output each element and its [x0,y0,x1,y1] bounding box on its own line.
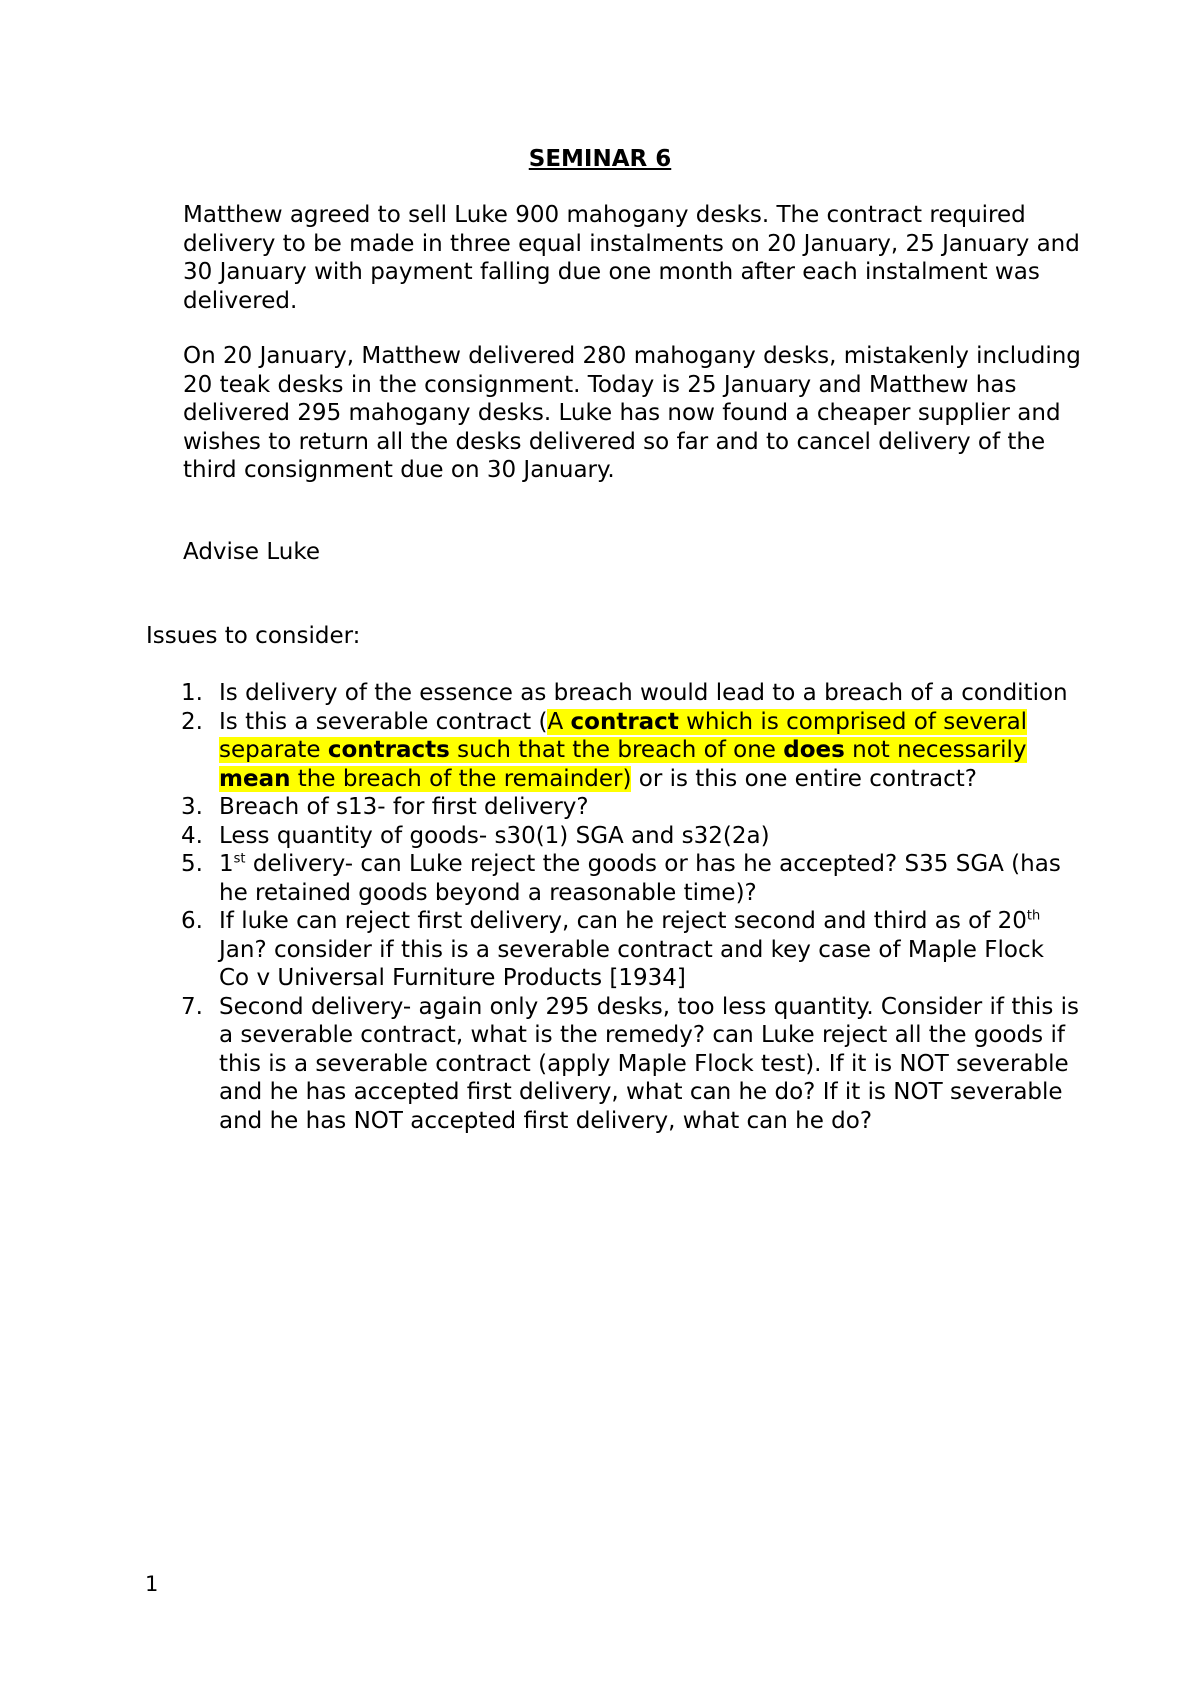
highlight-text: such that the breach of one [449,737,784,763]
page-title: SEMINAR 6 [528,146,672,172]
issue-item-4 [0,822,1079,851]
page-number: 1 [145,1572,159,1596]
highlight-text: not necessarily [844,737,1027,763]
issue-item-5 [0,850,1079,907]
issue-number: 1. [181,680,203,706]
highlight-text: the breach of the remainder) [290,765,632,792]
issue-number: 4. [181,822,203,849]
issue-item-3 [0,793,1079,822]
issue-text-pre: 1 [219,851,234,877]
issues-heading: Issues to consider: [146,623,361,649]
bold-term: does [783,737,845,763]
issue-text-post: delivery- can Luke reject the goods or has he accepted? S35 SGA (has he retained goods beyond a reasonable time)? [219,851,1061,906]
issue-text-post: or is this one entire contract? [631,765,977,792]
ordinal-suffix: th [1026,908,1041,924]
ordinal-suffix: st [233,851,246,867]
bold-term: mean [219,765,291,792]
bold-term: contract [570,708,679,735]
issue-text: Less quantity of goods- s30(1) SGA and s32(2a) [219,822,770,849]
issue-text-post: Jan? consider if this is a severable contract and key case of Maple Flock Co v Universal Furniture Products [1934] [219,936,1044,991]
issue-item-6 [0,907,1079,993]
highlight-text: A [547,708,571,735]
issue-number: 7. [181,993,203,1020]
issue-text: Is delivery of the essence as breach would lead to a breach of a condition [219,680,1068,706]
issue-item-2 [0,708,1079,794]
issue-number: 2. [181,708,203,735]
issues-list [0,679,1100,1135]
issue-text-pre: Is this a severable contract ( [219,708,548,735]
highlight-text: which is comprised of several separate [219,708,1028,763]
scenario-paragraph-2: On 20 January, Matthew delivered 280 mahogany desks, mistakenly including 20 teak desks in the consignment. Today is 25 January and Matthew has delivered 295 mahogany desks. Luke has now found a cheaper supplier and wishes to return all the desks delivered so far and to cancel delivery of the third consignment due on 30 January. [183,343,1081,483]
issue-number: 3. [181,794,203,820]
issue-item-7 [0,993,1079,1136]
issue-item-1 [0,679,1079,708]
issue-text: Second delivery- again only 295 desks, too less quantity. Consider if this is a severable contract, what is the remedy? can Luke reject all the goods if this is a severable contract (apply Maple Flock test). If it is NOT severable and he has accepted first delivery, what can he do? If it is NOT severable and he has NOT accepted first delivery, what can he do? [219,993,1079,1134]
issue-number: 6. [181,908,203,934]
issue-text-pre: If luke can reject first delivery, can he reject second and third as of 20 [219,908,1027,934]
issue-text: Breach of s13- for first delivery? [219,794,589,820]
advise-instruction: Advise Luke [183,539,321,565]
scenario-paragraph-1: Matthew agreed to sell Luke 900 mahogany desks. The contract required delivery to be made in three equal instalments on 20 January, 25 January and 30 January with payment falling due one month after each instalment was delivered. [183,202,1080,314]
issue-number: 5. [181,851,203,877]
bold-term: contracts [327,737,450,763]
